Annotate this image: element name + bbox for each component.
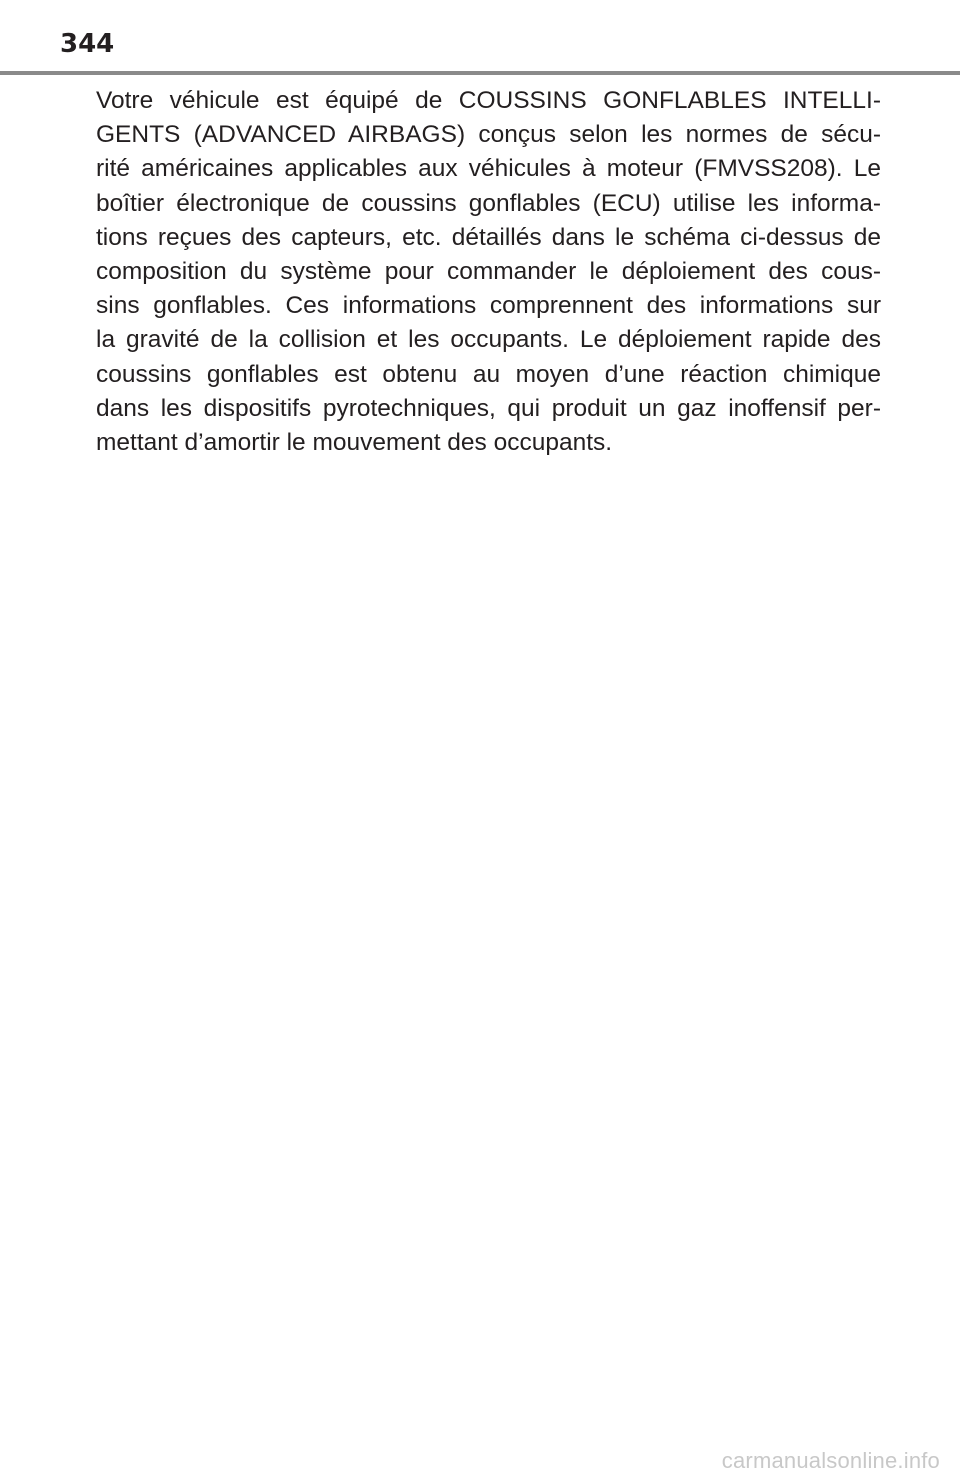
text-line: Votre véhicule est équipé de COUSSINS GONFLABLES INTELLI- [96,87,881,114]
body-paragraph [96,84,881,460]
header-rule [0,71,960,75]
watermark: carmanualsonline.info [721,1448,940,1473]
text-line: la gravité de la collision et les occupants. Le déploiement rapide des [96,326,881,354]
text-line: GENTS (ADVANCED AIRBAGS) conçus selon les normes de sécu- [96,121,881,149]
text-line: sins gonflables. Ces informations comprennent des informations sur [96,292,881,320]
page-number: 344 [60,29,115,59]
text-line: boîtier électronique de coussins gonflables (ECU) utilise les informa- [96,189,881,217]
text-line: composition du système pour commander le déploiement des cous- [96,258,881,286]
text-line: tions reçues des capteurs, etc. détaillés dans le schéma ci-dessus de [96,223,881,251]
text-line: coussins gonflables est obtenu au moyen d’une réaction chimique [96,360,881,388]
text-line: rité américaines applicables aux véhicules à moteur (FMVSS208). Le [96,155,881,183]
text-line: dans les dispositifs pyrotechniques, qui produit un gaz inoffensif per- [96,394,881,422]
text-line: mettant d’amortir le mouvement des occupants. [96,429,613,457]
